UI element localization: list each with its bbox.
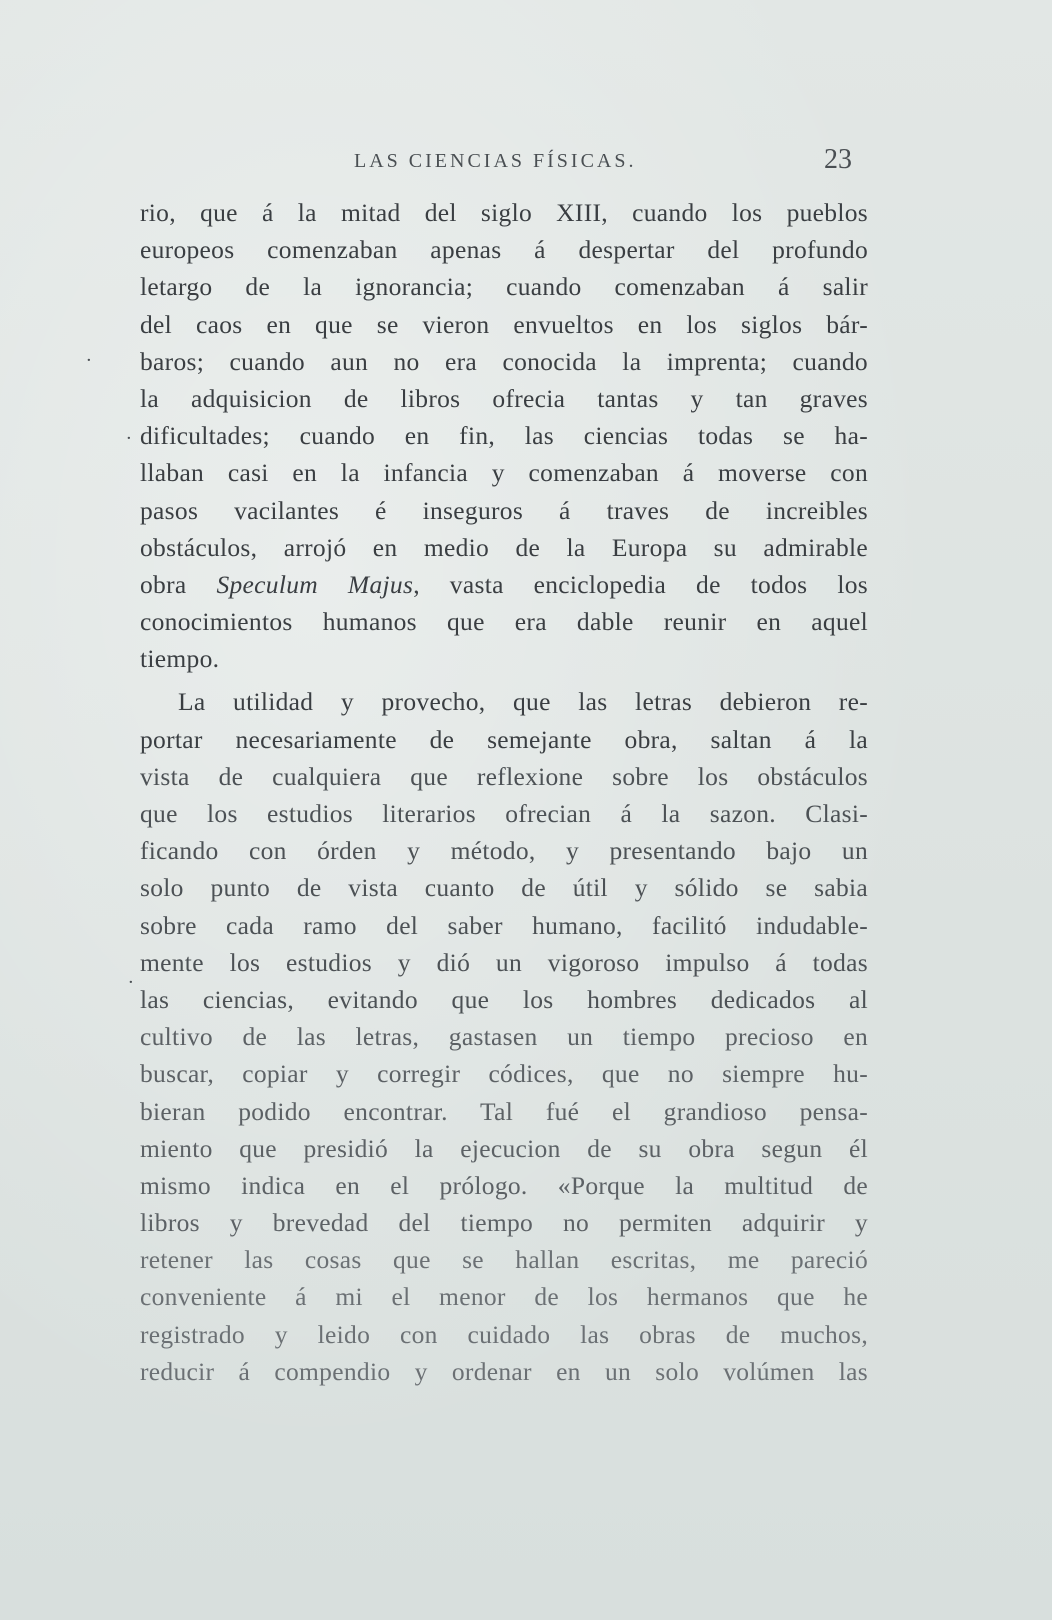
text-line: cultivo de las letras, gastasen un tiempo precioso en (140, 1022, 868, 1052)
page-number: 23 (824, 144, 852, 175)
paragraph-1 (140, 194, 868, 677)
text-line: llaban casi en la infancia y comenzaban á moverse con (140, 458, 868, 488)
text-line: mente los estudios y dió un vigoroso impulso á todas (140, 947, 868, 977)
text-line: obstáculos, arrojó en medio de la Europa su admirable (140, 532, 868, 562)
page-header (140, 144, 868, 184)
text-line: portar necesariamente de semejante obra, saltan á la (140, 724, 868, 754)
text-line: la adquisicion de libros ofrecia tantas y tan graves (140, 383, 868, 413)
text-line: libros y brevedad del tiempo no permiten adquirir y (140, 1208, 868, 1238)
text-line: las ciencias, evitando que los hombres dedicados al (140, 984, 868, 1014)
text-line: bieran podido encontrar. Tal fué el grandioso pensa- (140, 1096, 868, 1126)
text-line: vista de cualquiera que reflexione sobre los obstáculos (140, 761, 868, 791)
text-line: del caos en que se vieron envueltos en los siglos bár- (140, 309, 868, 339)
text-segment: , vasta enciclopedia de todos los (413, 569, 868, 599)
body-text (140, 194, 868, 1390)
text-line: miento que presidió la ejecucion de su obra segun él (140, 1133, 868, 1163)
text-line: registrado y leido con cuidado las obras de muchos, (140, 1319, 868, 1349)
text-line: sobre cada ramo del saber humano, facilitó indudable- (140, 910, 868, 940)
text-line-with-title (140, 566, 868, 603)
text-line: retener las cosas que se hallan escritas, me pareció (140, 1245, 868, 1275)
text-line: conocimientos humanos que era dable reunir en aquel (140, 607, 868, 637)
text-line: tiempo. (140, 644, 220, 674)
text-line: dificultades; cuando en fin, las ciencias todas se ha- (140, 421, 868, 451)
text-line: La utilidad y provecho, que las letras debieron re- (178, 687, 868, 717)
text-line: letargo de la ignorancia; cuando comenzaban á salir (140, 272, 868, 302)
text-line: pasos vacilantes é inseguros á traves de increibles (140, 495, 868, 525)
text-line: buscar, copiar y corregir códices, que no siempre hu- (140, 1059, 868, 1089)
margin-speck: · (86, 350, 92, 371)
running-title: LAS CIENCIAS FÍSICAS. (354, 150, 637, 172)
paragraph-2 (140, 683, 868, 1390)
text-line: rio, que á la mitad del siglo XIII, cuando los pueblos (140, 198, 868, 227)
text-line: conveniente á mi el menor de los hermanos que he (140, 1282, 868, 1312)
text-line: ficando con órden y método, y presentando bajo un (140, 836, 868, 866)
book-title-italic: Speculum Majus (216, 569, 414, 599)
text-segment: obra (140, 569, 217, 599)
text-line: baros; cuando aun no era conocida la imprenta; cuando (140, 346, 868, 376)
text-line: solo punto de vista cuanto de útil y sólido se sabia (140, 873, 868, 903)
text-line: reducir á compendio y ordenar en un solo volúmen las (140, 1356, 868, 1386)
margin-speck: · (128, 972, 134, 993)
text-line: que los estudios literarios ofrecian á la sazon. Clasi- (140, 799, 868, 828)
text-line: mismo indica en el prólogo. «Porque la multitud de (140, 1170, 868, 1200)
text-line: europeos comenzaban apenas á despertar del profundo (140, 235, 868, 265)
margin-speck: · (126, 428, 132, 449)
